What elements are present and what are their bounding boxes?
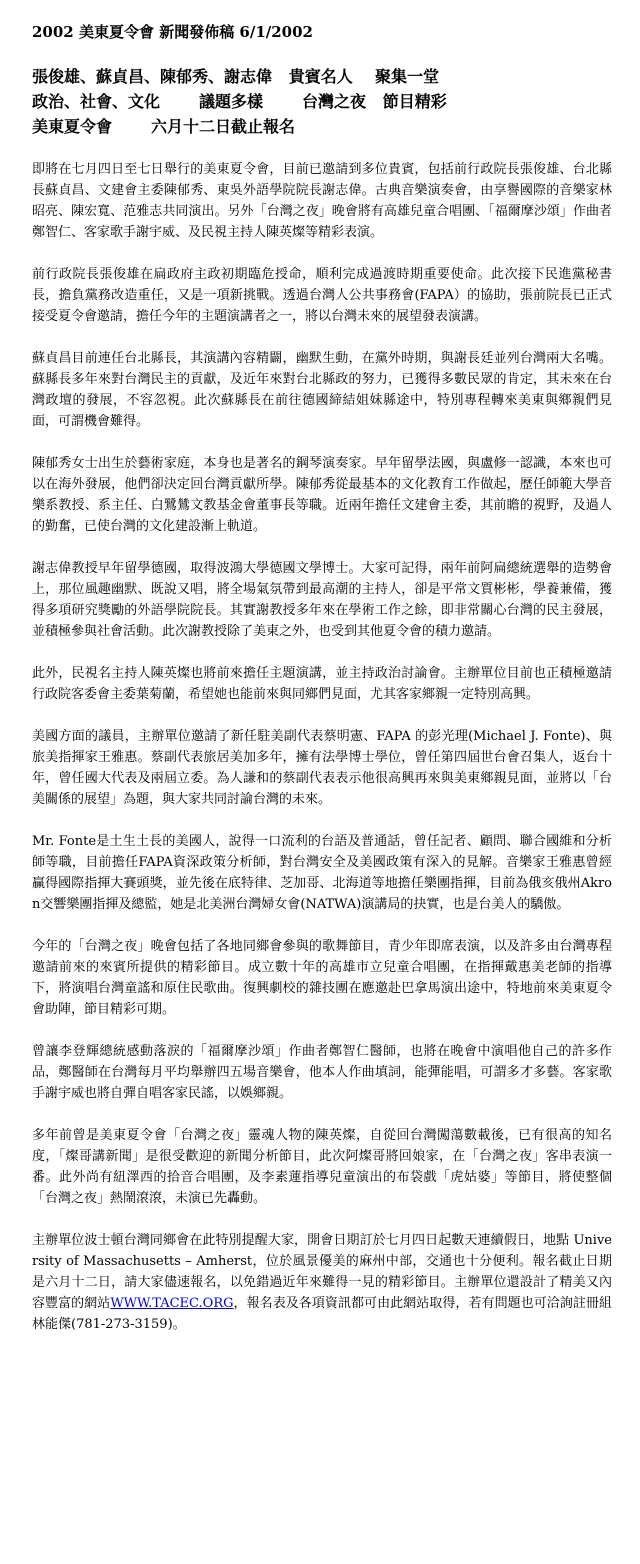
paragraph-su-tseng-chang: 蘇貞昌目前連任台北縣長，其演講內容精闢，幽默生動，在黨外時期，與謝長廷並列台灣兩大名嘴。蘇縣長多年來對台灣民主的貢獻，及近年來對台北縣政的努力，已獲得多數民眾的肯定，其未來在台灣政壇的發展，不容忽視。此次蘇縣長在前往德國締結姐妹縣途中，特別專程轉來美東與鄉親們見面，可謂機會難得。 — [32, 351, 612, 429]
press-release — [32, 22, 612, 1356]
paragraph-chen-yu-hsiu: 陳郁秀女士出生於藝術家庭，本身也是著名的鋼琴演奏家。早年留學法國，與盧修一認識，本來也可以在海外發展，他們卻決定回台灣貢獻所學。陳郁秀從最基本的文化教育工作做起，歷任師範大學音樂系教授、系主任、白鷺鷥文教基金會董事長等職。近兩年擔任文建會主委，其前瞻的視野，及過人的勤奮，已使台灣的文化建設漸上軌道。 — [32, 456, 612, 534]
paragraph-guests-overview: 即將在七月四日至七日舉行的美東夏令會，目前已邀請到多位貴賓，包括前行政院長張俊雄、台北縣長蘇貞昌、文建會主委陳郁秀、東吳外語學院院長謝志偉。古典音樂演奏會，由享譽國際的音樂家林昭亮、陳宏寬、范雅志共同演出。另外「台灣之夜」晚會將有高雄兒童合唱團、「福爾摩沙頌」作曲者鄭智仁、客家歌手謝宇威、及民視主持人陳英燦等精彩表演。 — [32, 162, 612, 240]
release-title: 2002 美東夏令會 新聞發佈稿 6/1/2002 — [32, 23, 313, 41]
registration-text-after-link: ，報名表及各項資訊都可由此網站取得，若有問題也可洽詢註冊組林能傑(781-273-3159)。 — [32, 1296, 612, 1332]
paragraph-registration — [32, 1230, 612, 1335]
paragraph-taiwan-night-host: 多年前曾是美東夏令會「台灣之夜」靈魂人物的陳英燦，自從回台灣闖蕩數載後，已有很高的知名度，「燦哥講新聞」是很受歡迎的新聞分析節目，此次阿燦哥將回娘家，在「台灣之夜」客串表演一番。此外尚有紐澤西的拾音合唱團，及李素蓮指導兒童演出的布袋戲「虎姑婆」等節目，將使整個「台灣之夜」熱鬧滾滾，未演已先轟動。 — [32, 1128, 612, 1206]
paragraph-us-guests: 美國方面的議員，主辦單位邀請了新任駐美副代表蔡明憲、FAPA 的彭光理(Michael J. Fonte)、與旅美指揮家王雅惠。蔡副代表旅居美加多年，擁有法學博士學位，曾任第四屆世台會召集人，返台十年，曾任國大代表及兩屆立委。為人謙和的蔡副代表表示他很高興再來與美東鄉親見面，並將以「台美關係的展望」為題，與大家共同討論台灣的未來。 — [32, 729, 612, 807]
paragraph-hsieh-chih-wei: 謝志偉教授早年留學德國，取得波鴻大學德國文學博士。大家可記得，兩年前阿扁總統選舉的造勢會上，那位風趣幽默、既說又唱，將全場氣氛帶到最高潮的主持人，卻是平常文質彬彬，學養兼備，獲得多項研究獎勵的外語學院院長。其實謝教授多年來在學術工作之餘，即非常關心台灣的民主發展，並積極參與社會活動。此次謝教授除了美東之外，也受到其他夏令會的積力邀請。 — [32, 561, 612, 639]
headline-block — [32, 64, 612, 139]
paragraph-chang-chun-hsiung: 前行政院長張俊雄在扁政府主政初期臨危授命，順利完成過渡時期重要使命。此次接下民進黨秘書長，擔負黨務改造重任，又是一項新挑戰。透過台灣人公共事務會(FAPA）的協助，張前院長已正式接受夏令會邀請，擔任今年的主題演講者之一，將以台灣未來的展望發表演講。 — [32, 267, 612, 324]
paragraph-formosa-composer: 曾讓李登輝總統感動落淚的「福爾摩沙頌」作曲者鄭智仁醫師，也將在晚會中演唱他自己的許多作品，鄭醫師在台灣每月平均舉辦四五場音樂會，他本人作曲填詞，能彈能唱，可謂多才多藝。客家歌手謝宇威也將自彈自唱客家民謠，以娛鄉親。 — [32, 1044, 612, 1101]
paragraph-chen-ying-tsan: 此外，民視名主持人陳英燦也將前來擔任主題演講，並主持政治討論會。主辦單位目前也正積極邀請行政院客委會主委葉菊蘭，希望她也能前來與同鄉們見面，尤其客家鄉親一定特別高興。 — [32, 666, 612, 702]
paragraph-fonte-wang: Mr. Fonte是土生土長的美國人，說得一口流利的台語及普通話，曾任記者、顧問、聯合國維和分析師等職，目前擔任FAPA資深政策分析師，對台灣安全及美國政策有深入的見解。音樂家王雅惠曾經贏得國際指揮大賽頭獎，並先後在底特律、芝加哥、北海道等地擔任樂團指揮，目前為俄亥俄州Akron交響樂團指揮及總監，她是北美洲台灣婦女會(NATWA)演講局的抉實，也是台美人的驕傲。 — [32, 834, 612, 912]
headline-line-3: 美東夏令會 六月十二日截止報名 — [32, 117, 295, 136]
paragraph-taiwan-night: 今年的「台灣之夜」晚會包括了各地同鄉會參與的歌舞節目，青少年即席表演，以及許多由台灣專程邀請前來的來賓所提供的精彩節目。成立數十年的高雄市立兒童合唱團，在指揮戴惠美老師的指導下，將演唱台灣童謠和原住民歌曲。復興劇校的雜技團在應邀赴巴拿馬演出途中，特地前來美東夏令會助陣，節目精彩可期。 — [32, 939, 612, 1017]
headline-line-2: 政治、社會、文化 議題多樣 台灣之夜 節目精彩 — [32, 92, 447, 111]
registration-text-before-link: 主辦單位波士頓台灣同鄉會在此特別提醒大家，開會日期訂於七月四日起數天連續假日，地點 University of Massachusetts – Amherst，位於風景優美的麻州中部，交通也十分便利。報名截止日期是六月十二日，請大家儘速報名，以免錯過近年來難得一見的精彩節目。主辦單位還設計了精美又內容豐富的網站 — [32, 1233, 612, 1311]
website-link[interactable]: WWW.TACEC.ORG — [110, 1296, 234, 1311]
headline-line-1: 張俊雄、蘇貞昌、陳郁秀、謝志偉 貴賓名人 聚集一堂 — [32, 67, 439, 86]
